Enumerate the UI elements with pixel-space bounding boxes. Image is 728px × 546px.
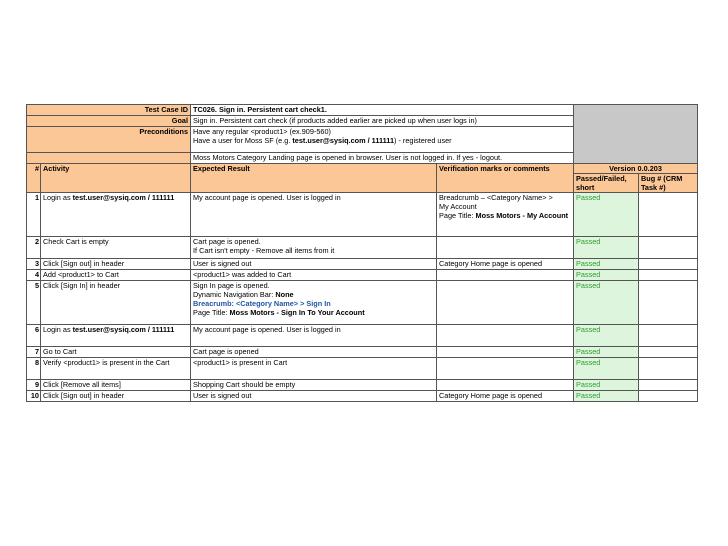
expected-cell: User is signed out: [191, 259, 437, 270]
row-number: 7: [27, 347, 41, 358]
test-case-id-row: [27, 105, 698, 116]
version-label: Version 0.0.203: [574, 164, 698, 174]
expected-cell: Shopping Cart should be empty: [191, 380, 437, 391]
row-number: 3: [27, 259, 41, 270]
col-head-activity: Activity: [41, 164, 191, 193]
table-row: [27, 270, 698, 281]
row-number: 6: [27, 325, 41, 347]
expected-line-1: Sign In page is opened.: [193, 281, 270, 290]
table-row: [27, 281, 698, 325]
table-row: [27, 347, 698, 358]
bug-cell: [639, 193, 698, 237]
bug-cell: [639, 358, 698, 380]
status-cell: Passed: [574, 347, 639, 358]
verification-cell: [437, 347, 574, 358]
status-cell: Passed: [574, 193, 639, 237]
preconditions-line-2: [193, 136, 571, 145]
table-row: [27, 325, 698, 347]
bug-cell: [639, 391, 698, 402]
breadcrumb-value: : <Category Name> > Sign In: [231, 299, 331, 308]
verification-cell: [437, 193, 574, 237]
col-head-bug: Bug # (CRM Task #): [639, 174, 698, 193]
activity-cell: Verify <product1> is present in the Cart: [41, 358, 191, 380]
test-case-sheet: [26, 104, 697, 402]
verification-cell: [437, 270, 574, 281]
expected-line-4: [193, 308, 434, 317]
activity-cell: Click [Sign out] in header: [41, 259, 191, 270]
verification-cell: [437, 281, 574, 325]
activity-cell: Check Cart is empty: [41, 237, 191, 259]
goal-value: Sign in. Persistent cart check (if products added earlier are picked up when user logs in): [191, 116, 574, 127]
activity-credentials: test.user@sysiq.com / 111111: [72, 193, 175, 202]
status-cell: Passed: [574, 391, 639, 402]
status-cell: Passed: [574, 281, 639, 325]
verification-line-3: [439, 211, 571, 220]
activity-cell: [41, 193, 191, 237]
version-row: [27, 164, 698, 174]
activity-cell: Add <product1> to Cart: [41, 270, 191, 281]
activity-prefix: Login as: [43, 193, 73, 202]
preconditions-line-1: Have any regular <product1> (ex.909-560): [193, 127, 331, 136]
table-row: [27, 193, 698, 237]
verification-cell: [437, 380, 574, 391]
row-number: 8: [27, 358, 41, 380]
bug-cell: [639, 270, 698, 281]
row-number: 1: [27, 193, 41, 237]
verification-cell: [437, 237, 574, 259]
verification-cell: Category Home page is opened: [437, 259, 574, 270]
status-cell: Passed: [574, 270, 639, 281]
preconditions-line-2-suffix: ) - registered user: [394, 136, 452, 145]
nav-bar-value: None: [275, 290, 294, 299]
row-number: 10: [27, 391, 41, 402]
preconditions-credentials: test.user@sysiq.com / 111111: [292, 136, 395, 145]
expected-line-2: If Cart isn't empty - Remove all items from it: [193, 246, 335, 255]
expected-line-2: [193, 290, 434, 299]
table-row: [27, 391, 698, 402]
status-cell: Passed: [574, 380, 639, 391]
page-title-value: Moss Motors - Sign In To Your Account: [229, 308, 365, 317]
row-number: 2: [27, 237, 41, 259]
page-title-prefix: Page Title:: [193, 308, 230, 317]
col-head-verification: Verification marks or comments: [437, 164, 574, 193]
activity-credentials: test.user@sysiq.com / 111111: [72, 325, 175, 334]
test-case-id-value: TC026. Sign in. Persistent cart check1.: [191, 105, 574, 116]
table-row: [27, 259, 698, 270]
verification-cell: [437, 325, 574, 347]
bug-cell: [639, 259, 698, 270]
status-cell: Passed: [574, 259, 639, 270]
table-row: [27, 380, 698, 391]
breadcrumb-prefix: Breacrumb: [193, 299, 232, 308]
activity-prefix: Login as: [43, 325, 73, 334]
status-cell: Passed: [574, 237, 639, 259]
test-case-id-label: Test Case ID: [27, 105, 191, 116]
verification-cell: [437, 358, 574, 380]
table-row: [27, 358, 698, 380]
expected-line-1: Cart page is opened.: [193, 237, 261, 246]
verification-line-1: Breadcrumb – <Category Name> >: [439, 193, 553, 202]
activity-cell: Click [Sign In] in header: [41, 281, 191, 325]
corner-gray-block: [574, 105, 698, 164]
expected-cell: <product1> was added to Cart: [191, 270, 437, 281]
bug-cell: [639, 347, 698, 358]
expected-cell: [191, 281, 437, 325]
preconditions-value: [191, 127, 574, 153]
row-number: 4: [27, 270, 41, 281]
test-case-table: [26, 104, 698, 402]
col-head-expected: Expected Result: [191, 164, 437, 193]
expected-line-3: [193, 299, 434, 308]
activity-cell: [41, 325, 191, 347]
status-cell: Passed: [574, 358, 639, 380]
preconditions-label: Preconditions: [27, 127, 191, 153]
nav-bar-prefix: Dynamic Navigation Bar:: [193, 290, 276, 299]
activity-cell: Click [Remove all items]: [41, 380, 191, 391]
expected-cell: <product1> is present in Cart: [191, 358, 437, 380]
bug-cell: [639, 325, 698, 347]
verification-prefix: Page Title:: [439, 211, 476, 220]
bug-cell: [639, 281, 698, 325]
expected-cell: [191, 237, 437, 259]
bug-cell: [639, 237, 698, 259]
table-row: [27, 237, 698, 259]
verification-cell: Category Home page is opened: [437, 391, 574, 402]
expected-cell: Cart page is opened: [191, 347, 437, 358]
col-head-num: #: [27, 164, 41, 193]
verification-page-title: Moss Motors - My Account: [475, 211, 569, 220]
status-cell: Passed: [574, 325, 639, 347]
goal-label: Goal: [27, 116, 191, 127]
activity-cell: Click [Sign out] in header: [41, 391, 191, 402]
activity-cell: Go to Cart: [41, 347, 191, 358]
expected-cell: My account page is opened. User is logged in: [191, 193, 437, 237]
row-number: 9: [27, 380, 41, 391]
expected-cell: My account page is opened. User is logged in: [191, 325, 437, 347]
bug-cell: [639, 380, 698, 391]
verification-line-2: My Account: [439, 202, 477, 211]
preconditions-label-cont: [27, 153, 191, 164]
expected-cell: User is signed out: [191, 391, 437, 402]
col-head-passed: Passed/Failed, short: [574, 174, 639, 193]
preconditions-line-2-prefix: Have a user for Moss SF (e.g.: [193, 136, 293, 145]
preconditions-line-3: Moss Motors Category Landing page is opened in browser. User is not logged in. If yes - logout.: [191, 153, 574, 164]
row-number: 5: [27, 281, 41, 325]
